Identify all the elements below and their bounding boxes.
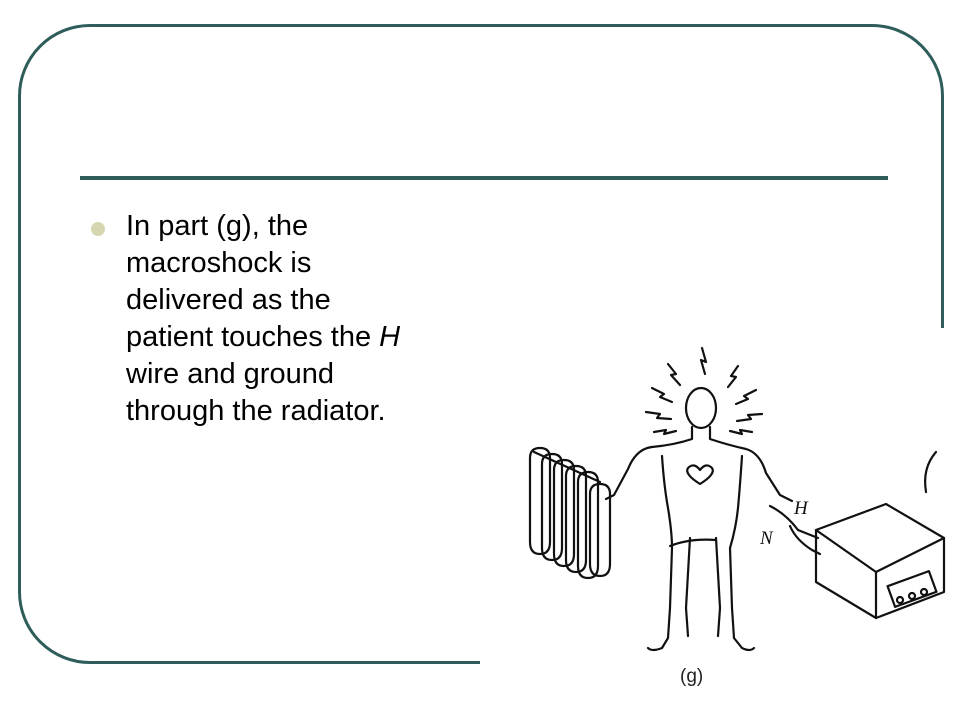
shock-spark-icon <box>646 348 762 434</box>
macroshock-illustration <box>480 328 960 720</box>
radiator-icon <box>530 448 610 578</box>
macroshock-drawing <box>480 328 960 720</box>
bullet-text-part-2: wire and ground through the radiator. <box>126 358 386 427</box>
bullet-text <box>126 208 506 430</box>
bullet-text-italic: H <box>379 321 401 353</box>
patient-figure <box>606 388 792 650</box>
wire-label-n: N <box>760 528 773 549</box>
bullet-text-part-1: In part (g), the macroshock is delivered as the patient touches the <box>126 210 372 353</box>
bullet-dot <box>91 222 105 236</box>
figure-caption: (g) <box>680 666 704 687</box>
title-divider <box>80 176 888 180</box>
wire-label-h: H <box>794 498 808 519</box>
equipment-box-icon <box>816 504 944 618</box>
